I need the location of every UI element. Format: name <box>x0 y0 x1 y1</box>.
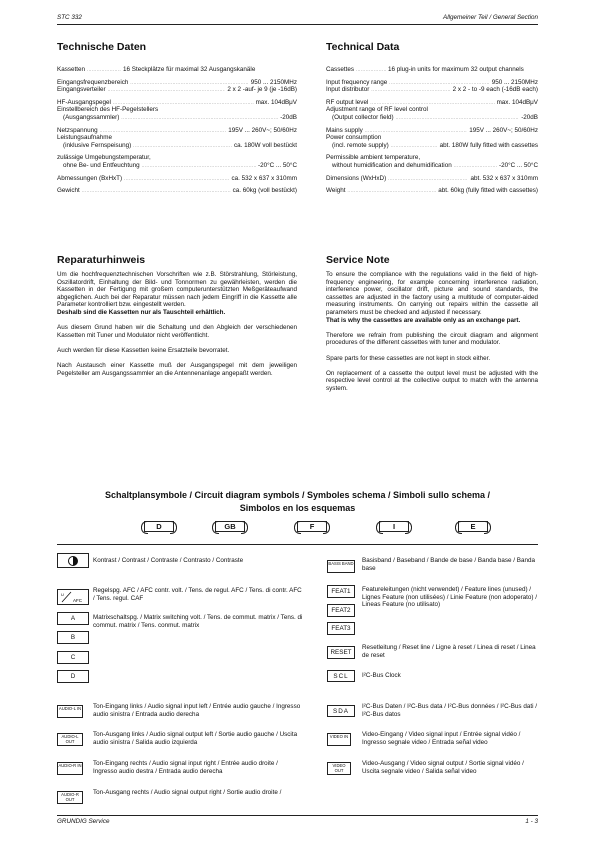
tech-de-row: Eingangsfrequenzbereich . . . 950 ... 2150MHz <box>57 79 297 87</box>
tech-en-row: without humidification and dehumidification . . . -20°C ... 50°C <box>326 162 538 170</box>
contrast-symbol-box <box>57 553 89 568</box>
tech-en-row: Dimensions (WxHxD) . . . abt. 532 x 637 x 310mm <box>326 175 538 183</box>
video-in-box: VIDEO IN <box>327 733 351 746</box>
tech-en-row: Power consumption <box>326 134 382 142</box>
repair-en-bold: That is why the cassettes are available only as an exchange part. <box>326 316 521 324</box>
matrix-a-box: A <box>57 612 89 625</box>
symbols-title-2: Simbolos en los esquemas <box>239 503 356 513</box>
repair-de-p4: Nach Austausch einer Kassette muß der Ausgangspegel mit dem jeweiligen Pegelsteller am Ausgangssammler an die Antennenanlage angepaßt werden. <box>57 362 297 377</box>
sda-box: SDA <box>327 705 355 717</box>
feature-desc: Featureleitungen (nicht verwendet) / Feature lines (unused) / Lignes Feature (non utilisées) / Linie Feature (non adoperato) / Lineas Feature (no utilisato) <box>362 586 538 609</box>
sda-desc: I²C-Bus Daten / I²C-Bus data / I²C-Bus données / I²C-Bus dati / I²C-Bus datos <box>362 703 537 718</box>
header-rule <box>57 24 538 25</box>
tech-de-row: Leistungsaufnahme <box>57 134 112 142</box>
audio-l-out-box: AUDIO-L OUT <box>57 733 83 746</box>
matrix-d-box: D <box>57 670 89 683</box>
tech-en-list <box>326 66 538 195</box>
lang-tag-d: D <box>144 521 174 532</box>
svg-text:AFC: AFC <box>73 598 82 603</box>
tech-de-row: ohne Be- und Entfeuchtung . . . -20°C ... 50°C <box>57 162 297 170</box>
tech-de-row: zulässige Umgebungstemperatur, <box>57 154 151 162</box>
tech-de-row: (inklusive Fernspeisung) . . . ca. 180W voll bestückt <box>57 142 297 150</box>
repair-de-p3: Auch werden für diese Kassetten keine Ersatzteile bevorratet. <box>57 346 230 354</box>
matrix-b-box: B <box>57 631 89 644</box>
tech-de-row: Einstellbereich des HF-Pegelstellers <box>57 106 159 114</box>
contrast-icon <box>67 555 79 567</box>
matrix-desc: Matrixschaltspg. / Matrix switching volt. / Tens. de commut. matrix / Tens. di commut. matrix / Tens. conmut. matrix <box>93 614 303 629</box>
tech-de-title: Technische Daten <box>57 41 147 53</box>
video-out-desc: Video-Ausgang / Video signal output / Sortie signal vidéo / Uscita segnale video / Salida señal video <box>362 760 524 775</box>
lang-tag-e: E <box>458 521 488 532</box>
audio-r-out-desc: Ton-Ausgang rechts / Audio signal output right / Sortie audio droite / <box>93 789 282 796</box>
repair-en-p1: To ensure the compliance with the regulations valid in the field of high-frequency engineering, for example concerning interference radiation, interference power, oscillator drift, picture and sound standards, the cassettes are adjusted in the factory using a multitude of computer-aided measuring instruments. On carrying out repairs within the cassette all parameters must be checked and adjusted if necessary. <box>326 271 538 316</box>
tech-de-row: Eingangsverteiler . . . 2 x 2 -auf- je 9 (je -16dB) <box>57 86 297 94</box>
symbols-rule <box>57 544 538 545</box>
video-in-desc: Video-Eingang / Video signal input / Entrée signal vidéo / Ingresso segnale video / Entrada señal video <box>362 731 521 746</box>
repair-de-title: Reparaturhinweis <box>57 254 146 266</box>
tech-en-row: Adjustment range of RF level control <box>326 106 428 114</box>
audio-l-in-desc: Ton-Eingang links / Audio signal input left / Entrée audio gauche / Ingresso audio sinistra / Entrada audio derecha <box>93 703 301 718</box>
tech-en-row: Permissible ambient temperature, <box>326 154 421 162</box>
reset-box: RESET <box>327 646 355 659</box>
tech-de-row: (Ausgangssammler) . . . -20dB <box>57 114 297 122</box>
baseband-box: BASIS BAND <box>327 560 355 573</box>
header-right: Allgemeiner Teil / General Section <box>443 14 538 21</box>
footer-left: GRUNDIG Service <box>57 818 110 825</box>
feat1-box: FEAT1 <box>327 585 355 598</box>
tech-en-row: Mains supply . . . 195V ... 260V~; 50/60Hz <box>326 127 538 135</box>
tech-de-row: HF-Ausgangspegel . . . max. 104dBμV <box>57 99 297 107</box>
repair-de-p2: Aus diesem Grund haben wir die Schaltung und den Abgleich der verschiedenen Kassetten mit Tuner und Modulator nicht veröffentlicht. <box>57 324 297 339</box>
lang-tag-gb: GB <box>215 521 245 532</box>
repair-en-p2: Therefore we refrain from publishing the circuit diagram and alignment procedures of the different cassettes with tuner and modulator. <box>326 331 538 347</box>
repair-de-text <box>57 271 297 385</box>
afc-symbol-box <box>57 589 89 605</box>
header-left: STC 332 <box>57 14 82 21</box>
audio-l-in-box: AUDIO-L IN <box>57 705 83 718</box>
repair-en-p3: Spare parts for these cassettes are not kept in stock either. <box>326 354 491 362</box>
repair-de-p1: Um die hochfrequenztechnischen Vorschriften wie z.B. Störstrahlung, Störleistung, Oszillatordrift, Einhaltung der Bild- und Tonnormen zu gewährleisten, werden die Kassetten in der Fertigung mit großem computerunterstützten Meßgeräteaufwand abgeglichen. Auch bei der Reparatur müssen nach jedem Eingriff in die Kassette alle Parameter kontrolliert bzw. eingestellt werden. <box>57 271 297 309</box>
tech-en-row: (incl. remote supply) . . . abt. 180W fully fitted with cassettes <box>326 142 538 150</box>
tech-de-row: Abmessungen (BxHxT) . . . ca. 532 x 637 x 310mm <box>57 175 297 183</box>
svg-text:U: U <box>61 592 64 597</box>
repair-en-text <box>326 271 538 400</box>
audio-l-out-desc: Ton-Ausgang links / Audio signal output left / Sortie audio gauche / Uscita audio sinistra / Salida audio izquierda <box>93 731 298 746</box>
symbols-title-1: Schaltplansymbole / Circuit diagram symbols / Symboles schema / Simboli sullo schema / <box>104 490 491 500</box>
tech-de-row: Kassetten . . . 16 Steckplätze für maximal 32 Ausgangskanäle <box>57 66 297 74</box>
footer-right: 1 - 3 <box>525 818 538 825</box>
lang-tag-f: F <box>297 521 327 532</box>
lang-tag-i: I <box>379 521 409 532</box>
scl-desc: I²C-Bus Clock <box>362 672 401 679</box>
audio-r-out-box: AUDIO-R OUT <box>57 791 83 804</box>
video-out-box: VIDEO OUT <box>327 762 351 775</box>
footer-rule <box>57 815 538 816</box>
repair-de-bold: Deshalb sind die Kassetten nur als Tauschteil erhältlich. <box>57 308 226 316</box>
reset-desc: Resetleitung / Reset line / Ligne à reset / Linea di reset / Linea de reset <box>362 644 536 659</box>
tech-en-row: Weight . . . abt. 60kg (fully fitted with cassettes) <box>326 187 538 195</box>
afc-control-icon <box>58 590 88 604</box>
tech-en-row: Cassettes . . . 16 plug-in units for maximum 32 output channels <box>326 66 538 74</box>
scl-box: SCL <box>327 670 355 682</box>
matrix-c-box: C <box>57 651 89 664</box>
audio-r-in-box: AUDIO-R IN <box>57 762 83 775</box>
tech-en-row: Input distributor . . . 2 x 2 - to -9 each (-16dB each) <box>326 86 538 94</box>
tech-en-row: Input frequency range . . . 950 ... 2150MHz <box>326 79 538 87</box>
feat2-box: FEAT2 <box>327 604 355 617</box>
repair-en-title: Service Note <box>326 254 390 266</box>
tech-en-row: RF output level . . . max. 104dBμV <box>326 99 538 107</box>
tech-de-list <box>57 66 297 195</box>
tech-de-row: Netzspannung . . . 195V ... 260V~; 50/60Hz <box>57 127 297 135</box>
afc-desc: Regelspg. AFC / AFC contr. volt. / Tens. de regul. AFC / Tens. di contr. AFC / Tens. regul. CAF <box>93 587 302 602</box>
tech-de-row: Gewicht . . . ca. 60kg (voll bestückt) <box>57 187 297 195</box>
audio-r-in-desc: Ton-Eingang rechts / Audio signal input right / Entrée audio droite / Ingresso audio destra / Entrada audio derecha <box>93 760 278 775</box>
baseband-desc: Basisband / Baseband / Bande de base / Banda base / Banda base <box>362 557 535 572</box>
feat3-box: FEAT3 <box>327 622 355 635</box>
tech-en-row: (Output collector field) . . . -20dB <box>326 114 538 122</box>
repair-en-p4: On replacement of a cassette the output level must be adjusted with the respective level control at the collective output to match with the antenna system. <box>326 369 538 392</box>
tech-en-title: Technical Data <box>326 41 400 53</box>
contrast-desc: Kontrast / Contrast / Contraste / Contrasto / Contraste <box>93 557 244 564</box>
